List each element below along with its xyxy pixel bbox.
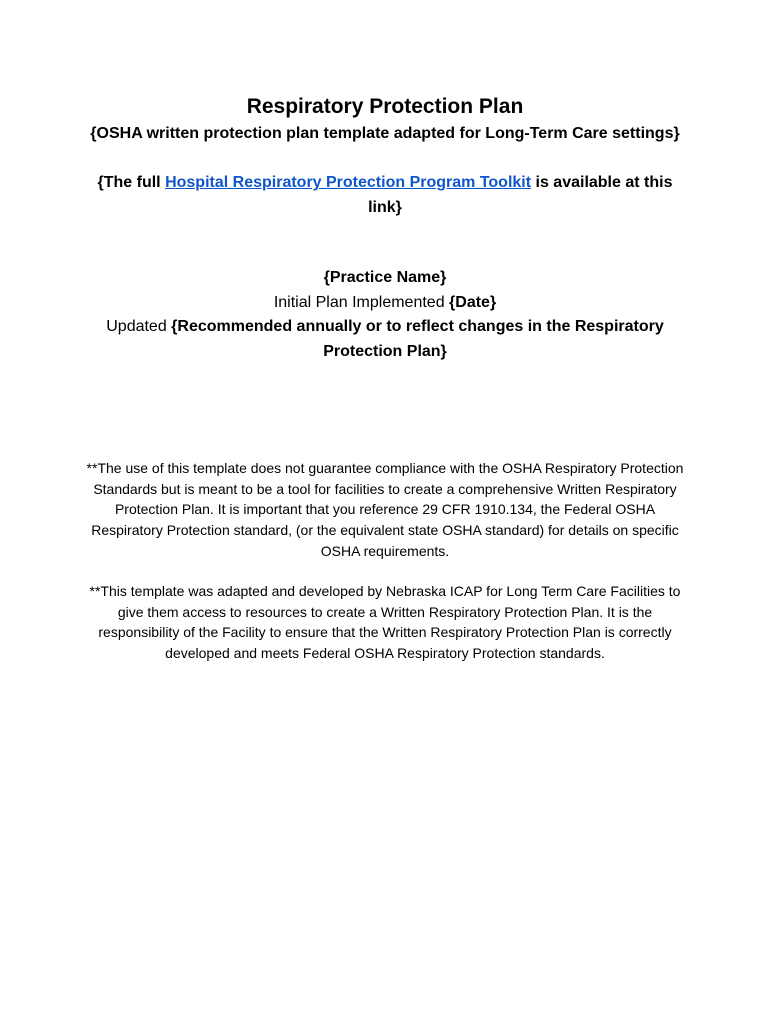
updated-value: {Recommended annually or to reflect changes in the Respiratory Protection Plan} bbox=[171, 318, 664, 360]
initial-plan-label: Initial Plan Implemented bbox=[273, 293, 450, 311]
page-title: Respiratory Protection Plan bbox=[246, 95, 524, 118]
disclaimer-note: **The use of this template does not guarantee compliance with the OSHA Respiratory Protection Standards but is meant to be a tool for facilities to create a comprehensive Written Respiratory Protection Plan. It is important that you reference 29 CFR 1910.134, the Federal OSHA Respiratory Protection standard, (or the equivalent state OSHA standard) for details on specific OSHA requirements. bbox=[86, 460, 684, 559]
initial-plan-date: {Date} bbox=[449, 293, 497, 311]
initial-plan-line bbox=[90, 291, 680, 316]
toolkit-subtitle-suffix: is available at this link} bbox=[368, 174, 673, 216]
updated-line bbox=[90, 315, 680, 364]
toolkit-subtitle-prefix: {The full bbox=[97, 174, 166, 191]
template-subtitle: {OSHA written protection plan template adapted for Long-Term Care settings} bbox=[90, 125, 680, 142]
practice-info bbox=[90, 266, 680, 364]
attribution-note: **This template was adapted and developed by Nebraska ICAP for Long Term Care Facilities to give them access to resources to create a Written Respiratory Protection Plan. It is the responsibility of the Facility to ensure that the Written Respiratory Protection Plan is correctly developed and meets Federal OSHA Respiratory Protection standards. bbox=[89, 583, 681, 662]
toolkit-subtitle bbox=[90, 171, 680, 220]
toolkit-link[interactable]: Hospital Respiratory Protection Program Toolkit bbox=[165, 174, 532, 191]
practice-name: {Practice Name} bbox=[323, 269, 447, 286]
updated-label: Updated bbox=[106, 318, 172, 335]
